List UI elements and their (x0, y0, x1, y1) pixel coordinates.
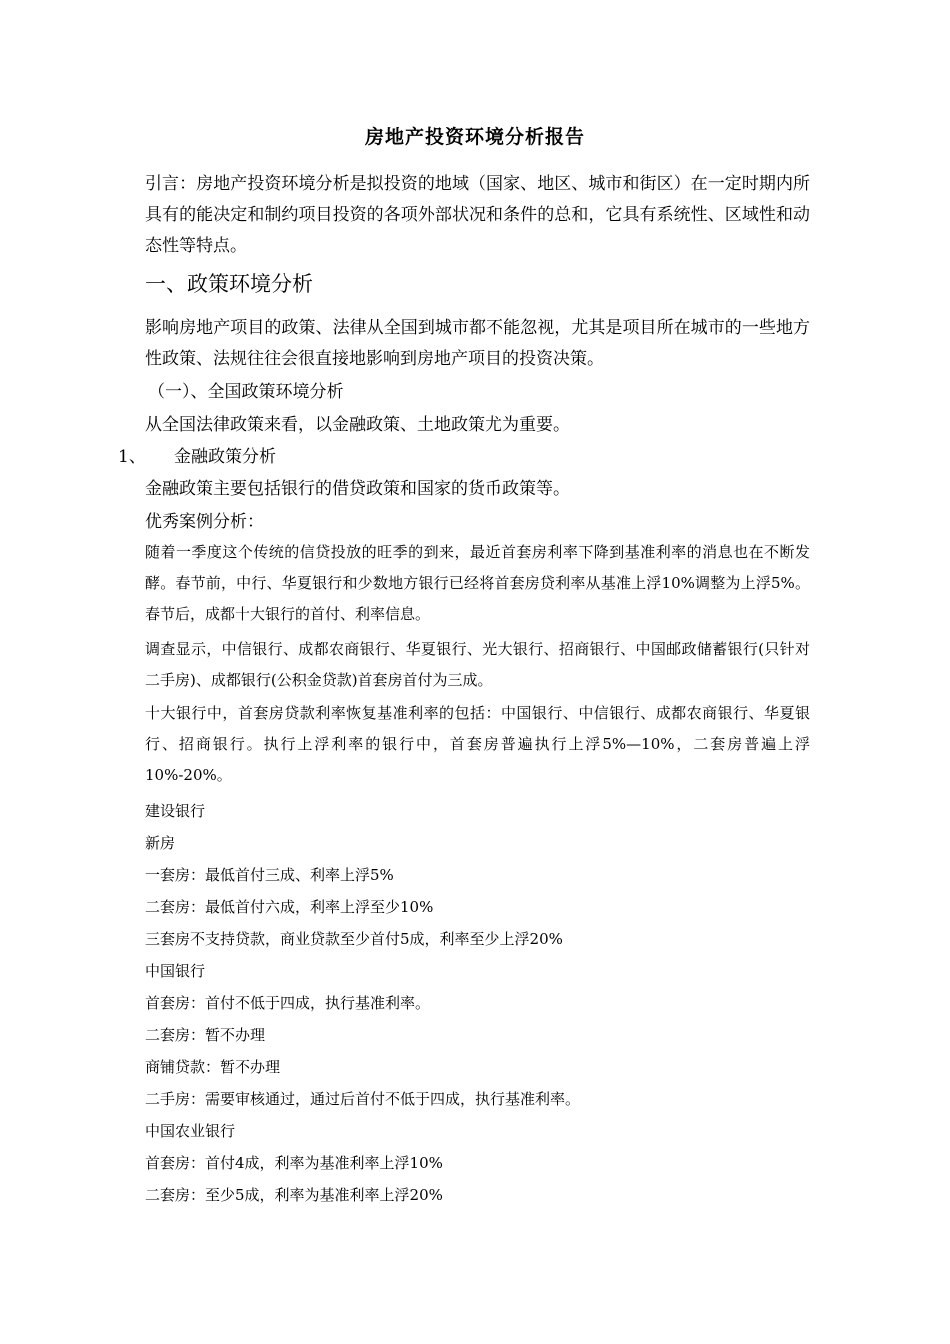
subsection-paragraph: 从全国法律政策来看，以金融政策、土地政策尤为重要。 (145, 415, 570, 435)
item1-number: 1、 (118, 447, 146, 467)
bank-heading: 中国银行 (145, 962, 206, 980)
list-item: 新房 (145, 834, 176, 852)
list-item: 三套房不支持贷款，商业贷款至少首付5成，利率至少上浮20% (145, 930, 563, 948)
list-item: 商铺贷款：暂不办理 (145, 1058, 281, 1076)
section1-paragraph: 影响房地产项目的政策、法律从全国到城市都不能忽视，尤其是项目所在城市的一些地方性政策、法规往往会很直接地影响到房地产项目的投资决策。 (145, 318, 810, 369)
list-item: 二套房：至少5成，利率为基准利率上浮20% (145, 1186, 443, 1204)
list-item: 二套房：最低首付六成，利率上浮至少10% (145, 898, 434, 916)
item1-description: 金融政策主要包括银行的借贷政策和国家的货币政策等。 (145, 479, 570, 499)
item1-heading (118, 442, 276, 467)
section1-heading: 一、政策环境分析 (145, 272, 313, 296)
intro-paragraph: 引言：房地产投资环境分析是拟投资的地域（国家、地区、城市和街区）在一定时期内所具有的能决定和制约项目投资的各项外部状况和条件的总和，它具有系统性、区域性和动态性等特点。 (145, 174, 810, 256)
bank-heading: 中国农业银行 (145, 1122, 236, 1140)
subsection-heading: （一）、全国政策环境分析 (148, 382, 344, 402)
list-item: 二手房：需要审核通过，通过后首付不低于四成，执行基准利率。 (145, 1090, 581, 1108)
case-label: 优秀案例分析： (145, 512, 264, 532)
case-paragraph-1: 随着一季度这个传统的信贷投放的旺季的到来，最近首套房利率下降到基准利率的消息也在不断发酵。春节前，中行、华夏银行和少数地方银行已经将首套房贷利率从基准上浮10%调整为上浮5%。春节后，成都十大银行的首付、利率信息。 (145, 543, 810, 623)
list-item: 首套房：首付4成，利率为基准利率上浮10% (145, 1154, 443, 1172)
list-item: 首套房：首付不低于四成，执行基准利率。 (145, 994, 431, 1012)
item1-title: 金融政策分析 (174, 447, 276, 467)
case-paragraph-3: 十大银行中，首套房贷款利率恢复基准利率的包括：中国银行、中信银行、成都农商银行、华夏银行、招商银行。执行上浮利率的银行中，首套房普遍执行上浮5%—10%，二套房普遍上浮10%-20%。 (145, 704, 810, 784)
case-paragraph-2: 调查显示，中信银行、成都农商银行、华夏银行、光大银行、招商银行、中国邮政储蓄银行(只针对二手房)、成都银行(公积金贷款)首套房首付为三成。 (145, 640, 810, 689)
list-item: 一套房：最低首付三成、利率上浮5% (145, 866, 394, 884)
bank-heading: 建设银行 (145, 802, 206, 820)
document-title: 房地产投资环境分析报告 (364, 126, 585, 148)
list-item: 二套房：暂不办理 (145, 1026, 266, 1044)
